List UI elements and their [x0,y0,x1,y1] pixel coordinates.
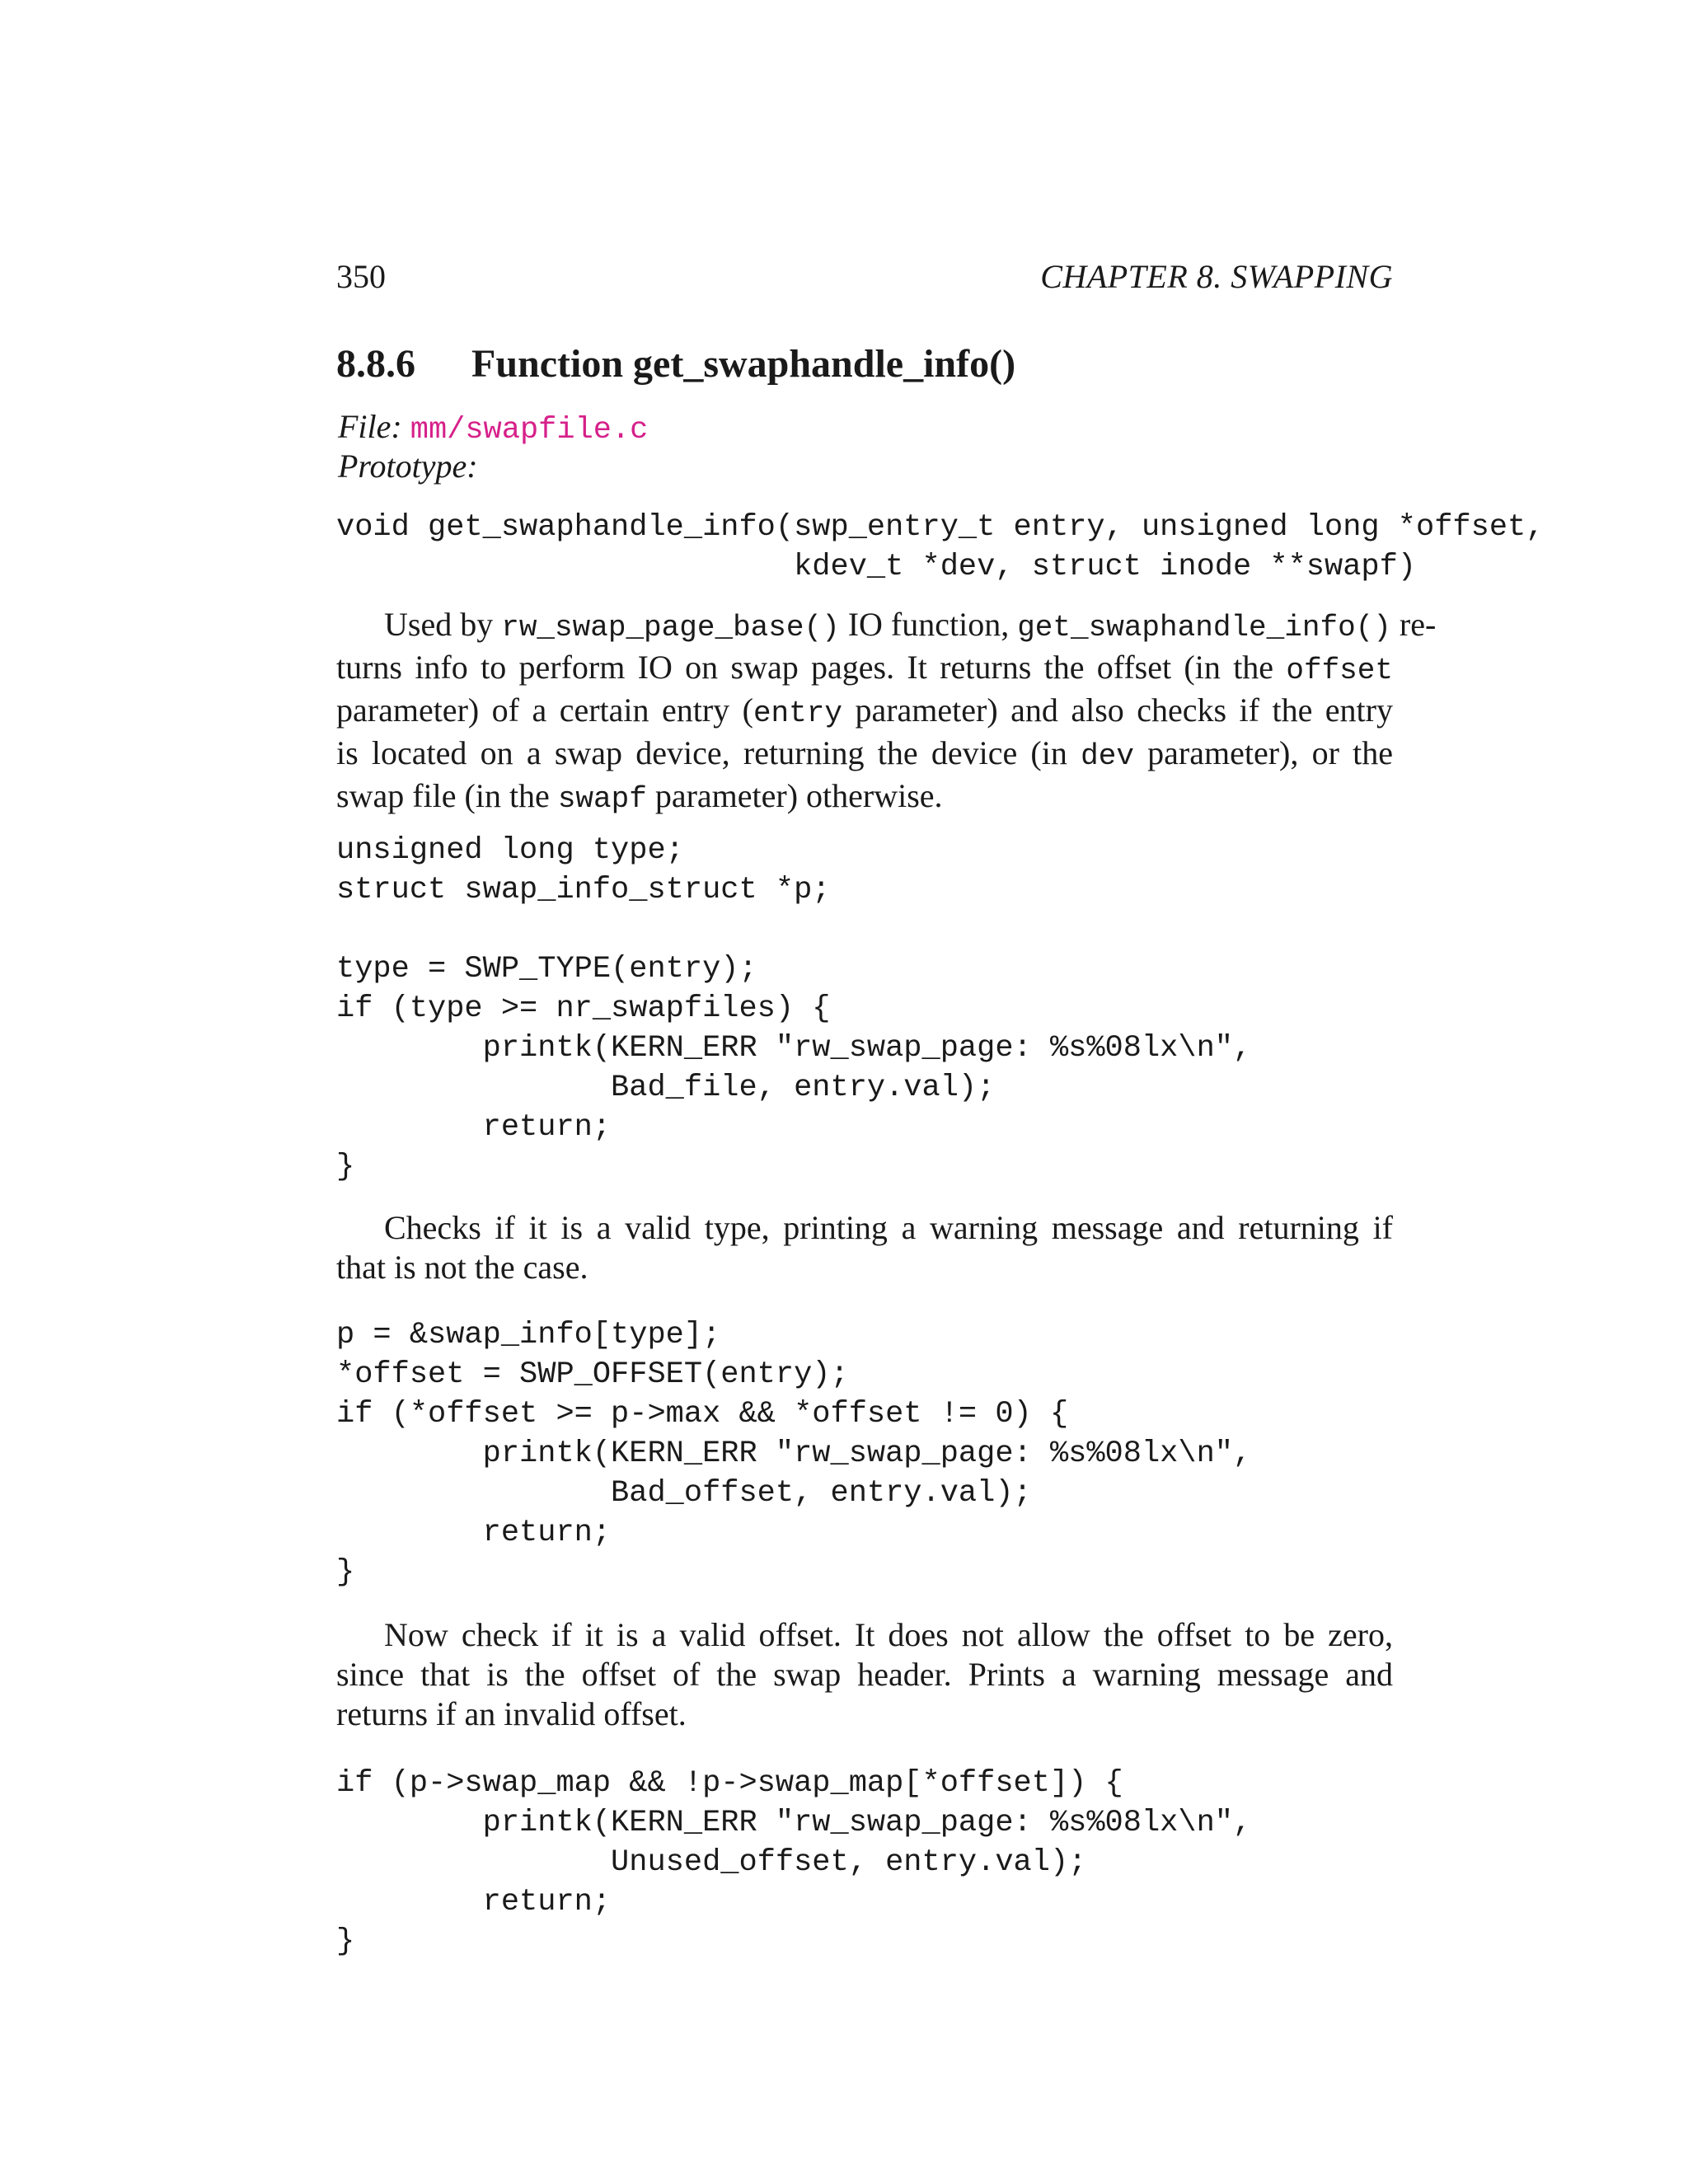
section-heading [336,341,1015,387]
prototype-code: void get_swaphandle_info(swp_entry_t entry, unsigned long *offset, kdev_t *dev, struct inode **swapf) [336,510,1545,584]
code-block-offset-check: p = &swap_info[type]; *offset = SWP_OFFSET(entry); if (*offset >= p->max && *offset != 0) { printk(KERN_ERR "rw_swap_page: %s%08lx\n", Bad_offset, entry.val); return; } [336,1318,1252,1590]
inline-code: get_swaphandle_info() [1017,611,1391,644]
file-path-link[interactable]: mm/swapfile.c [410,413,649,448]
prototype-label: Prototype: [338,448,478,485]
section-title-text: Function get_swaphandle_info() [471,342,1016,386]
inline-code: dev [1081,739,1134,773]
section-number: 8.8.6 [336,342,415,386]
running-header [336,257,1393,298]
paragraph-offset-check: Now check if it is a valid offset. It does not allow the offset to be zero, since that is the offset of the swap header. Prints a warning message and returns if an invalid offset. [336,1616,1393,1732]
file-label: File: [338,408,402,445]
paragraph-type-check: Checks if it is a valid type, printing a warning message and returning if that is not the case. [336,1209,1393,1286]
code-block-type-check: unsigned long type; struct swap_info_struct *p; type = SWP_TYPE(entry); if (type >= nr_swapfiles) { printk(KERN_ERR "rw_swap_page: %s%08lx\n", Bad_file, entry.val); return; } [336,833,1252,1184]
inline-code: entry [753,696,842,730]
chapter-title: CHAPTER 8. SWAPPING [1040,258,1393,295]
page-number: 350 [336,258,386,295]
file-line [338,407,648,448]
inline-code: rw_swap_page_base() [501,611,840,644]
prototype-line [338,447,478,485]
code-block-swap-map-check: if (p->swap_map && !p->swap_map[*offset]) { printk(KERN_ERR "rw_swap_page: %s%08lx\n", Unused_offset, entry.val); return; } [336,1766,1252,1959]
paragraph-description: Used by rw_swap_page_base() IO function, get_swaphandle_info() re- turns info to perform IO on swap pages. It returns the offset (in the offset parameter) of a certain entry (entry parameter) and also checks if the entry is located on a swap device, returning the device (in dev parameter), or the swap file (in the swapf parameter) otherwise. [336,606,1437,816]
inline-code: offset [1286,654,1393,687]
inline-code: swapf [557,782,647,816]
